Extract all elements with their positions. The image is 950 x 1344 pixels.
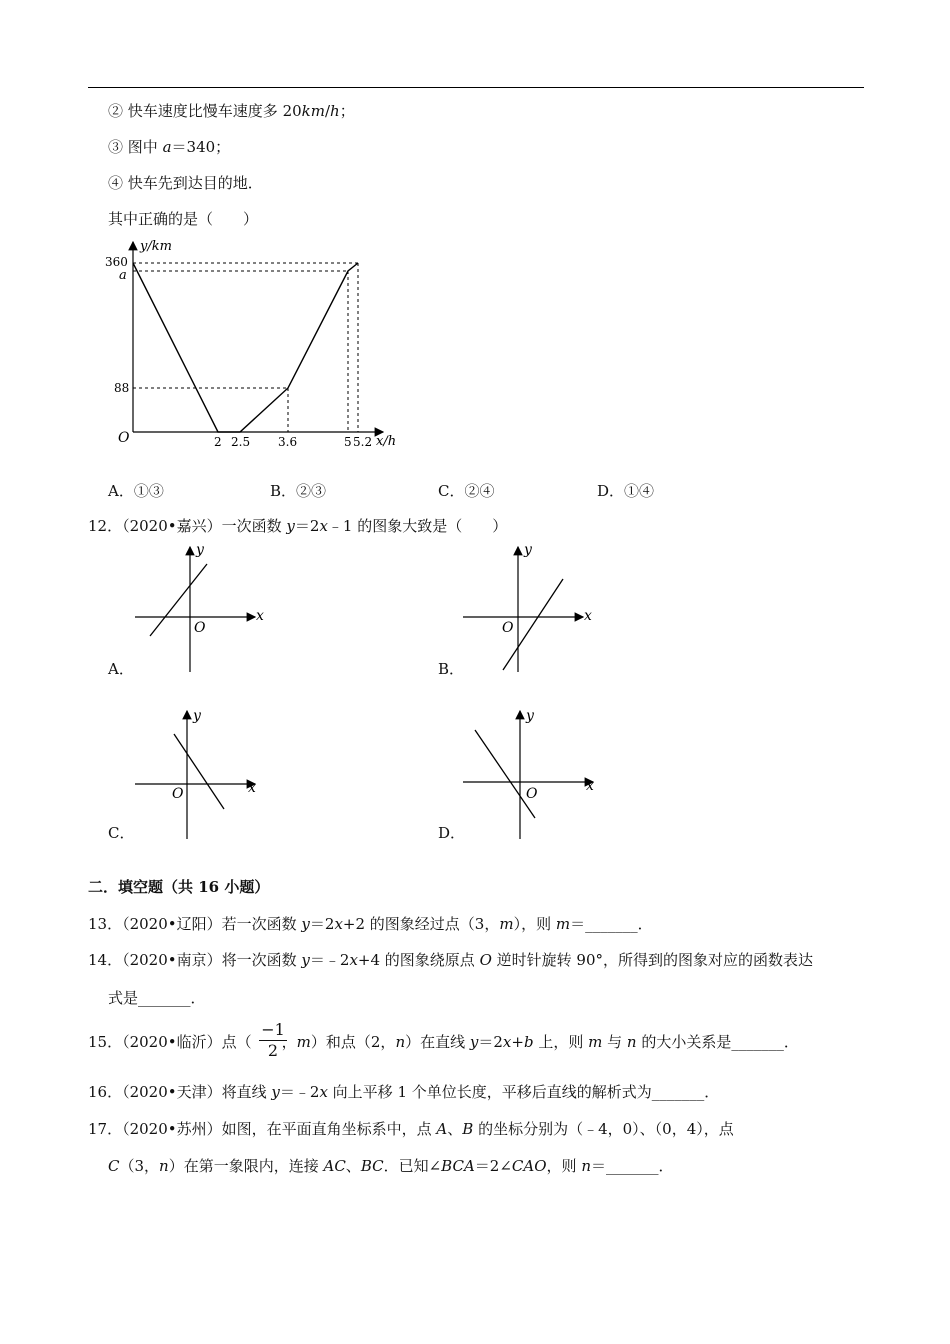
- x-axis-label: x/h: [376, 434, 397, 449]
- section-title: 二．填空题（共 16 小题）: [88, 878, 270, 896]
- statement-2: ② 快车速度比慢车速度多 20km/h；: [108, 102, 355, 120]
- y-tick-a: a: [119, 268, 127, 283]
- question-12: 12．（2020•嘉兴）一次函数 y＝2x﹣1 的图象大致是（ ）: [88, 517, 508, 535]
- header-rule: [88, 87, 864, 88]
- graph-line: [133, 263, 358, 432]
- question-14: 14．（2020•南京）将一次函数 y＝﹣2x+4 的图象绕原点 O 逆时针旋转 90°，所得到的图象对应的函数表达: [88, 951, 814, 969]
- y-label: y: [524, 542, 532, 558]
- question-17-cont: C（3，n）在第一象限内，连接 AC、BC．已知∠BCA＝2∠CAO，则 n＝_______．: [108, 1157, 674, 1175]
- y-label: y: [193, 708, 201, 724]
- origin-label: O: [172, 786, 184, 802]
- question-16: 16．（2020•天津）将直线 y＝﹣2x 向上平移 1 个单位长度，平移后直线的解析式为_______．: [88, 1083, 720, 1101]
- option-a[interactable]: A．①③: [108, 482, 164, 500]
- x-label: x: [248, 780, 256, 796]
- option-d[interactable]: D．①④: [597, 482, 655, 500]
- y-label: y: [196, 542, 204, 558]
- origin-label: O: [502, 620, 514, 636]
- graph-option-d: [458, 706, 608, 841]
- question-17: 17．（2020•苏州）如图，在平面直角坐标系中，点 A、B 的坐标分别为（﹣4，0）、（0，4），点: [88, 1120, 734, 1138]
- x-tick-5-2: 5.2: [353, 435, 373, 449]
- x-label: x: [584, 608, 592, 624]
- fraction-numerator: −1: [261, 1020, 285, 1039]
- fraction-neg-half: [259, 1021, 287, 1060]
- y-axis-label: y/km: [140, 239, 172, 254]
- x-tick-3-6: 3.6: [278, 435, 298, 449]
- distance-time-graph: [100, 235, 410, 455]
- x-tick-5: 5: [344, 435, 352, 449]
- origin-label: O: [118, 430, 130, 446]
- graph-option-c: [130, 706, 280, 841]
- origin-label: O: [526, 786, 538, 802]
- y-tick-88: 88: [114, 381, 130, 395]
- option-d-label[interactable]: D．: [438, 824, 466, 842]
- question-ask: 其中正确的是（ ）: [108, 210, 259, 228]
- option-b[interactable]: B．②③: [270, 482, 327, 500]
- origin-label: O: [194, 620, 206, 636]
- question-14-cont: 式是_______．: [108, 989, 206, 1007]
- x-tick-2: 2: [214, 435, 222, 449]
- option-b-label[interactable]: B．: [438, 660, 465, 678]
- option-a-label[interactable]: A．: [108, 660, 134, 678]
- y-label: y: [526, 708, 534, 724]
- statement-3: ③ 图中 a＝340；: [108, 138, 231, 156]
- option-c[interactable]: C．②④: [438, 482, 495, 500]
- question-13: 13．（2020•辽阳）若一次函数 y＝2x+2 的图象经过点（3，m），则 m＝_______．: [88, 915, 653, 933]
- fraction-denominator: 2: [267, 1041, 279, 1060]
- x-tick-2-5: 2.5: [231, 435, 251, 449]
- question-15: 15．（2020•临沂）点（ ，m）和点（2，n）在直线 y＝2x+b 上，则 m 与 n 的大小关系是_______．: [88, 1033, 799, 1051]
- graph-option-b: [458, 542, 608, 677]
- graph-option-a: [130, 542, 280, 677]
- y-tick-360: 360: [105, 255, 128, 269]
- x-label: x: [256, 608, 264, 624]
- statement-4: ④ 快车先到达目的地．: [108, 174, 263, 192]
- option-c-label[interactable]: C．: [108, 824, 135, 842]
- x-label: x: [586, 778, 594, 794]
